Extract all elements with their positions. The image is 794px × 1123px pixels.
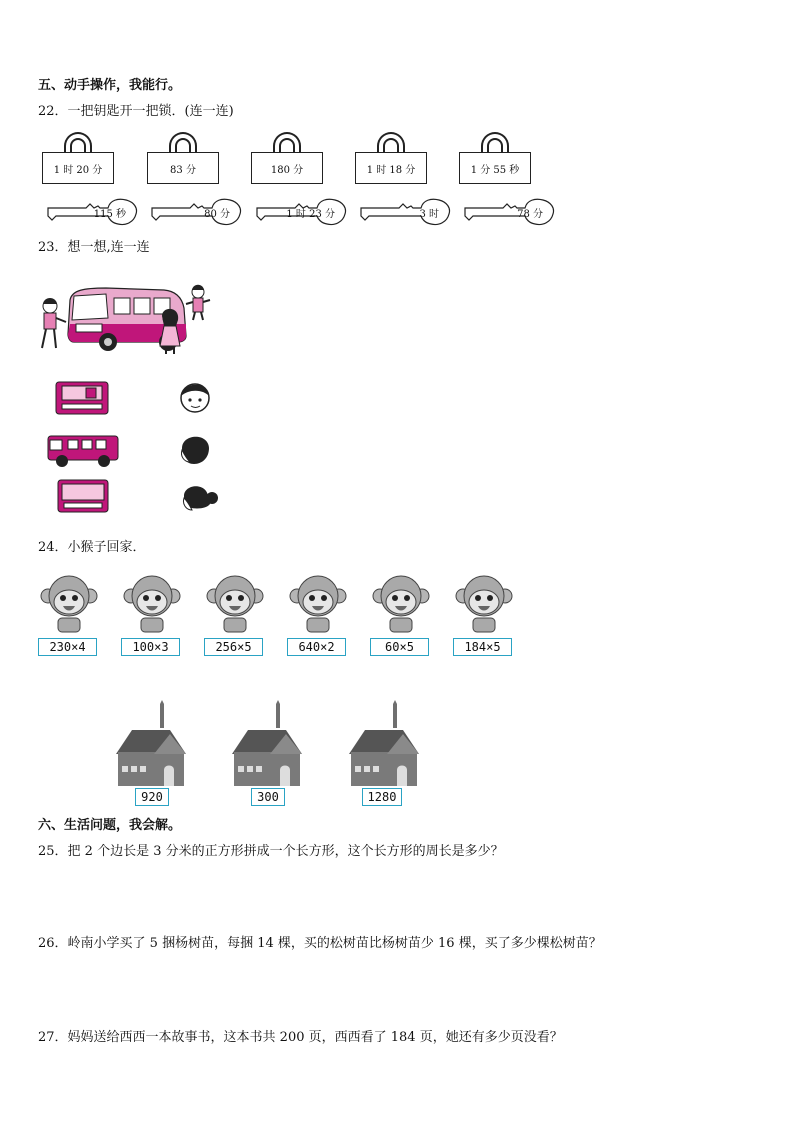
lock-3[interactable]	[251, 132, 327, 188]
monkey-icon	[121, 574, 183, 636]
boy-face-icon[interactable]	[176, 378, 214, 416]
lock-label: 1 分 55 秒	[459, 152, 531, 184]
girl-head-icon[interactable]	[176, 480, 218, 514]
monkey-icon	[370, 574, 432, 636]
question-24: 24．小猴子回家．	[38, 540, 146, 555]
key-label: 3 时	[419, 209, 439, 220]
lock-label: 1 时 18 分	[355, 152, 427, 184]
bus-front-view-icon[interactable]	[56, 478, 110, 514]
lock-1[interactable]	[42, 132, 118, 188]
key-2[interactable]	[150, 196, 242, 228]
expression-box-4[interactable]: 640×2	[287, 638, 346, 656]
monkey-icon	[204, 574, 266, 636]
question-25: 25．把 2 个边长是 3 分米的正方形拼成一个长方形，这个长方形的周长是多少？	[38, 844, 504, 859]
key-3[interactable]	[255, 196, 347, 228]
house-number-1[interactable]: 920	[135, 788, 169, 806]
key-1[interactable]	[46, 196, 138, 228]
question-27: 27．妈妈送给西西一本故事书，这本书共 200 页，西西看了 184 页，她还有多少页没看？	[38, 1030, 563, 1045]
expression-box-1[interactable]: 230×4	[38, 638, 97, 656]
key-4[interactable]	[359, 196, 451, 228]
monkey-icon	[38, 574, 100, 636]
lock-5[interactable]	[459, 132, 535, 188]
house-number-2[interactable]: 300	[251, 788, 285, 806]
expression-box-6[interactable]: 184×5	[453, 638, 512, 656]
expression-box-2[interactable]: 100×3	[121, 638, 180, 656]
monkey-icon	[453, 574, 515, 636]
question-23: 23．想一想,连一连	[38, 240, 150, 255]
lock-2[interactable]	[147, 132, 223, 188]
lock-label: 83 分	[147, 152, 219, 184]
house-number-3[interactable]: 1280	[362, 788, 402, 806]
section-heading-5: 五、动手操作，我能行。	[38, 78, 182, 93]
expression-box-3[interactable]: 256×5	[204, 638, 263, 656]
boy-side-head-icon[interactable]	[176, 430, 214, 466]
expression-box-5[interactable]: 60×5	[370, 638, 429, 656]
lock-label: 1 时 20 分	[42, 152, 114, 184]
key-label: 80 分	[204, 209, 230, 220]
house-icon	[347, 700, 421, 792]
section-heading-6: 六、生活问题，我会解。	[38, 818, 182, 833]
key-label: 78 分	[517, 209, 543, 220]
lock-label: 180 分	[251, 152, 323, 184]
bus-scene-illustration	[36, 280, 216, 356]
lock-4[interactable]	[355, 132, 431, 188]
bus-back-view-icon[interactable]	[54, 380, 110, 416]
house-icon	[114, 700, 188, 792]
house-icon	[230, 700, 304, 792]
question-22: 22．一把钥匙开一把锁．(连一连)	[38, 104, 234, 119]
key-label: 115 秒	[93, 209, 126, 220]
monkey-icon	[287, 574, 349, 636]
bus-side-view-icon[interactable]	[46, 434, 120, 468]
key-5[interactable]	[463, 196, 555, 228]
question-26: 26．岭南小学买了 5 捆杨树苗，每捆 14 棵，买的松树苗比杨树苗少 16 棵，买了多少棵松树苗？	[38, 936, 602, 951]
key-label: 1 时 23 分	[286, 209, 335, 220]
